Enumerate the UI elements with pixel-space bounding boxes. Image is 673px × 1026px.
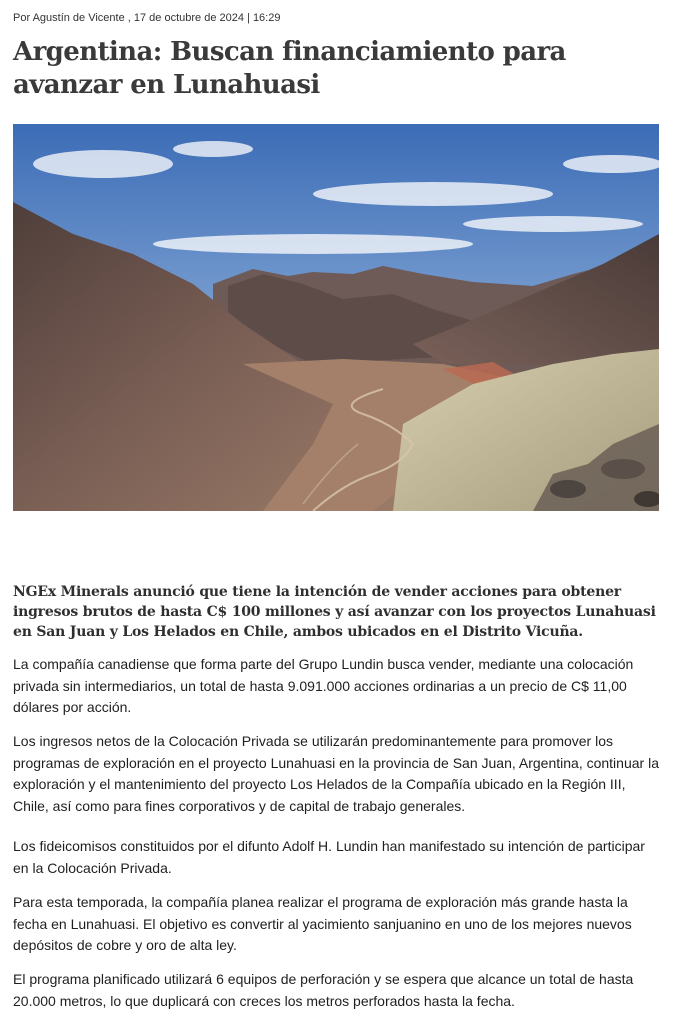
hero-image: [13, 124, 659, 511]
article-title: Argentina: Buscan financiamiento para avanzar en Lunahuasi: [13, 37, 566, 100]
paragraph-5: El programa planificado utilizará 6 equipos de perforación y se espera que alcance un total de hasta 20.000 metros, lo que duplicará con creces los metros perforados hasta la fecha.: [13, 971, 634, 1009]
article-byline: Por Agustín de Vicente , 17 de octubre de 2024 | 16:29: [13, 12, 281, 24]
paragraph-2: Los ingresos netos de la Colocación Privada se utilizarán predominantemente para promover los programas de exploración en el proyecto Lunahuasi en la provincia de San Juan, Argentina, continuar la exploración y el mantenimiento del proyecto Los Helados de la Compañía ubicado en la Región III, Chile, así como para fines corporativos y de capital de trabajo generales.: [13, 733, 659, 814]
paragraph-3: Los fideicomisos constituidos por el difunto Adolf H. Lundin han manifestado su intención de participar en la Colocación Privada.: [13, 838, 645, 876]
article-lead: NGEx Minerals anunció que tiene la intención de vender acciones para obtener ingresos brutos de hasta C$ 100 millones y así avanzar con los proyectos Lunahuasi en San Juan y Los Helados en Chile, ambos ubicados en el Distrito Vicuña.: [13, 584, 656, 640]
paragraph-4: Para esta temporada, la compañía planea realizar el programa de exploración más grande hasta la fecha en Lunahuasi. El objetivo es convertir al yacimiento sanjuanino en uno de los mejores nuevos depósitos de cobre y oro de alta ley.: [13, 894, 632, 953]
paragraph-1: La compañía canadiense que forma parte del Grupo Lundin busca vender, mediante una colocación privada sin intermediarios, un total de hasta 9.091.000 acciones ordinarias a un precio de C$ 11,00 dólares por acción.: [13, 656, 634, 715]
